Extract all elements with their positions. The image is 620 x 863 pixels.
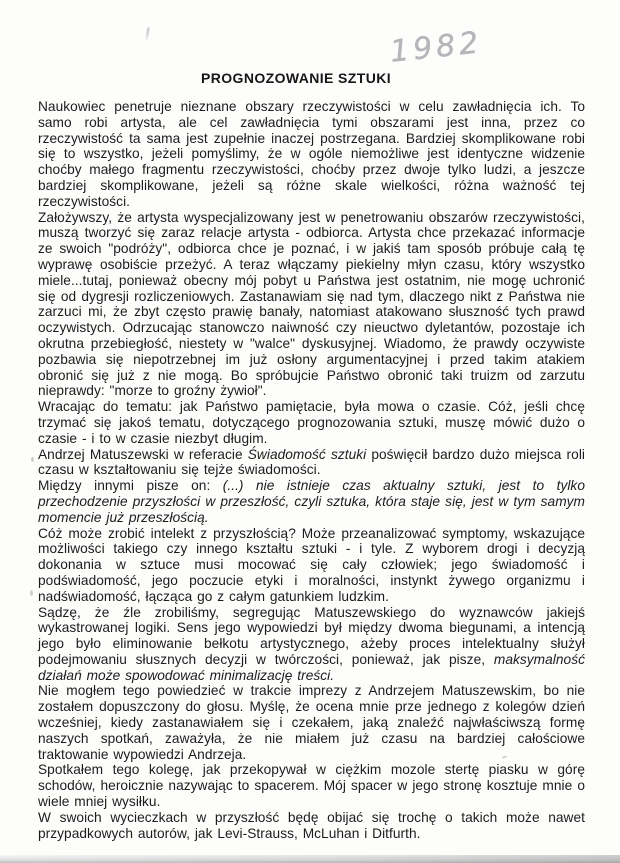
document-title: PROGNOZOWANIE SZTUKI — [201, 70, 391, 86]
document-body — [38, 99, 585, 841]
paragraph-9 — [38, 762, 585, 809]
paragraph-4-text: Andrzej Matuszewski w referacie — [38, 446, 248, 462]
paragraph-2-text: Założywszy, że artysta wyspecjalizowany jest w penetrowaniu obszarów rzeczywistości, muszą tworzyć się zaraz relacje artysta - odbiorca. Artysta chce przekazać informacje ze swoich "podróży", odbiorca chce je poznać, i w jakiś tam sposób próbuje całą tę wyprawę osobiście przeżyć. A teraz włączamy piekielny młyn czasu, który wszystko miele...tutaj, ponieważ obecny mój pobyt u Państwa jest ostatnim, nie mogę uchronić się od dygresji rozliczeniowych. Zastanawiam się nad tym, dlaczego nikt z Państwa nie zarzuci mi, że zbyt często prawię banały, natomiast atakowano słuszność tych prawd oczywistych. Odrzucając stanowczo naiwność czy nieuctwo dyletantów, pozostaje ich okrutna przebiegłość, niestety w "walce" dyskusyjnej. Wiadomo, że prawdy oczywiste pozbawia się niepotrzebnej im już osłony argumentacyjnej i przed takim atakiem obronić się już z nie mogą. Bo spróbujcie Państwo obronić taki truizm od zarzutu nieprawdy: "morze to groźny żywioł". — [38, 209, 585, 399]
handwritten-year-annotation: 1982 — [388, 25, 484, 70]
pencil-smudge-mark — [145, 27, 150, 40]
paragraph-10 — [38, 810, 585, 842]
paragraph-7-text: Sądzę, że źle zrobiliśmy, segregując Matuszewskiego do wyznawców jakiejś wykastrowanej logiki. Sens jego wypowiedzi był między dwoma biegunami, a intencją jego było eliminowanie bełkotu artystycznego, ażeby proces intelektualny służył podejmowaniu słusznych decyzji w twórczości, ponieważ, jak pisze, — [38, 604, 585, 667]
paragraph-7-quotation: maksymalność działań może spowodować minimalizację treści. — [38, 651, 585, 683]
paragraph-4-referat-title: Świadomość sztuki — [247, 446, 367, 462]
scan-speck — [31, 457, 34, 462]
scan-edge-shadow — [0, 855, 620, 863]
paragraph-2 — [38, 210, 585, 400]
paragraph-6 — [38, 526, 585, 605]
paragraph-1 — [38, 99, 585, 210]
paragraph-5 — [38, 478, 585, 525]
paragraph-5-quotation: (...) nie istnieje czas aktualny sztuki, jest to tylko przechodzenie przyszłości w przeszłość, czyli sztuka, która staje się, jest w tym samym momencie już przeszłością. — [38, 478, 585, 525]
paragraph-10-text: W swoich wycieczkach w przyszłość będę obijać się trochę o takich może nawet przypadkowych autorów, jak Levi-Strauss, McLuhan i Ditfurth. — [38, 809, 585, 841]
paragraph-3 — [38, 399, 585, 446]
paragraph-4 — [38, 447, 585, 479]
paragraph-3-text: Wracając do tematu: jak Państwo pamiętacie, była mowa o czasie. Cóż, jeśli chcę trzymać się jakoś tematu, dotyczącego prognozowania sztuki, muszę mówić dużo o czasie - i to w czasie niezbyt długim. — [38, 399, 585, 446]
paragraph-5-text: Między innymi pisze on: — [38, 478, 223, 494]
paragraph-7 — [38, 605, 585, 684]
paragraph-9-text: Spotkałem tego kolegę, jak przekopywał w ciężkim mozole stertę piasku w górę schodów, heroicznie nazywając to spacerem. Mój spacer w jego stronę kosztuje mnie o wiele mniej wysiłku. — [38, 762, 585, 810]
paragraph-8-text: Nie mogłem tego powiedzieć w trakcie imprezy z Andrzejem Matuszewskim, bo nie zostałem dopuszczony do głosu. Myślę, że ocena mnie prze jednego z kolegów dzień wcześniej, kiedy zastanawiałem się i czekałem, jaką znaleźć najwłaściwszą formę naszych spotkań, zaważyła, że nie miałem już czasu na bardziej całościowe traktowanie wypowiedzi Andrzeja. — [38, 683, 585, 762]
paragraph-8 — [38, 683, 585, 762]
paragraph-4-text-cont: poświęcił bardzo dużo miejsca roli czasu w kształtowaniu się tejże świadomości. — [38, 446, 585, 478]
paragraph-6-text: Cóż może zrobić intelekt z przyszłością? Może przeanalizować symptomy, wskazujące możliwości takiego czy innego kształtu sztuki - i tyle. Z wyborem drogi i decyzją dokonania w sztuce musi mocować się cały człowiek; jego świadomość i podświadomość, jego poczucie etyki i moralności, instynkt żywego organizmu i nadświadomość, łącząca go z całym gatunkiem ludzkim. — [38, 525, 585, 604]
paragraph-1-text: Naukowiec penetruje nieznane obszary rzeczywistości w celu zawładnięcia ich. To samo robi artysta, ale cel zawładnięcia tymi obszarami jest inna, przez co rzeczywistość ta sama jest zupełnie inaczej postrzegana. Bardziej skomplikowane robi się to wszystko, jeżeli pomyślimy, że w ogóle niemożliwe jest identyczne widzenie choćby małego fragmentu rzeczywistości, choćby przez dwoje tylko ludzi, a jeszcze bardziej skomplikowane, jeżeli są różne skale wielkości, różna ważność tej rzeczywistości. — [38, 99, 585, 209]
scan-speck — [30, 590, 33, 596]
